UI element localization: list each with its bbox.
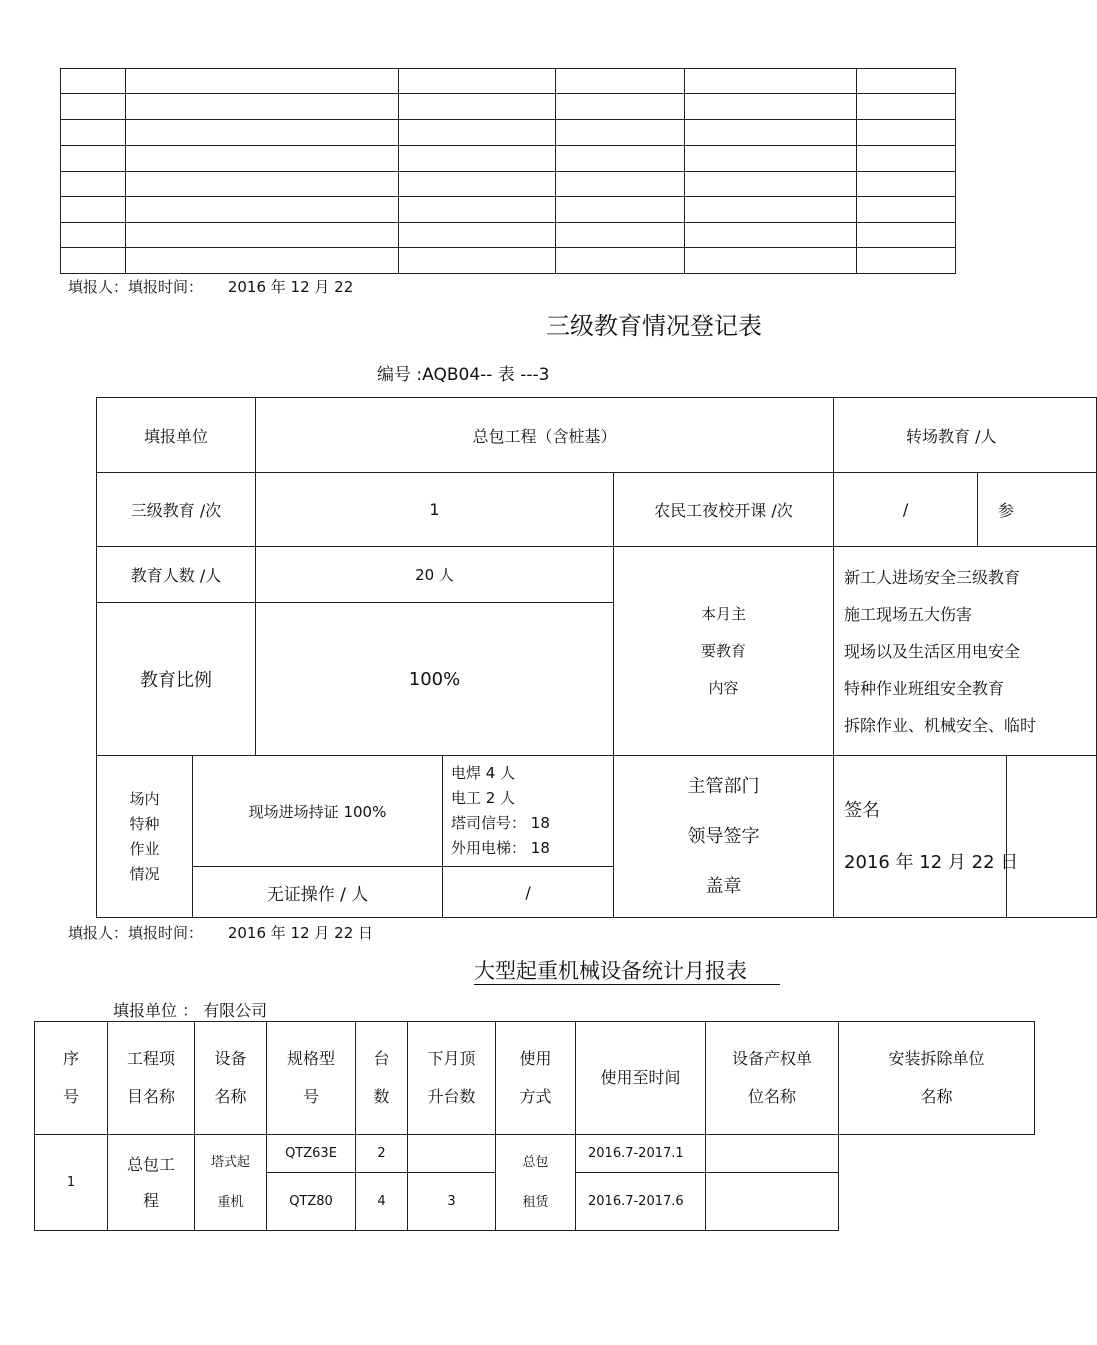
row1-model: QTZ63E bbox=[267, 1135, 356, 1173]
blank-row bbox=[61, 69, 956, 94]
fill-unit-label: 填报单位 bbox=[97, 398, 256, 473]
footer-2 bbox=[68, 922, 373, 943]
blank-cell bbox=[556, 146, 685, 172]
blank-cell bbox=[126, 172, 399, 197]
monthly-label: 本月主 要教育 内容 bbox=[614, 547, 834, 756]
footer-1 bbox=[68, 276, 353, 297]
blank-cell bbox=[126, 248, 399, 274]
night-school-label: 农民工夜校开课 /次 bbox=[614, 473, 834, 547]
blank-cell bbox=[556, 223, 685, 248]
header-cell: 工程项 目名称 bbox=[108, 1022, 195, 1135]
blank-cell bbox=[61, 146, 126, 172]
no-cert-value: / bbox=[443, 867, 614, 918]
blank-cell bbox=[556, 94, 685, 120]
blank-row bbox=[61, 197, 956, 223]
row2-owner bbox=[706, 1173, 839, 1231]
blank-cell bbox=[61, 172, 126, 197]
blank-cell bbox=[399, 94, 556, 120]
blank-cell bbox=[126, 94, 399, 120]
header-cell: 下月顶 升台数 bbox=[408, 1022, 496, 1135]
blank-cell bbox=[126, 120, 399, 146]
blank-table-top bbox=[60, 68, 956, 274]
edu-ratio-label: 教育比例 bbox=[97, 603, 256, 756]
header-cell: 安装拆除单位 名称 bbox=[839, 1022, 1035, 1135]
filler-label: 填报人： bbox=[68, 278, 129, 296]
transfer-edu-label: 转场教育 /人 bbox=[834, 398, 1097, 473]
blank-cell bbox=[556, 197, 685, 223]
blank-cell bbox=[685, 146, 857, 172]
blank-cell bbox=[556, 120, 685, 146]
row1-count: 2 bbox=[356, 1135, 408, 1173]
blank-cell bbox=[685, 248, 857, 274]
form2-table bbox=[34, 1021, 1035, 1231]
row-use-mode: 总包 租赁 bbox=[496, 1135, 576, 1231]
workers-list: 电焊 4 人 电工 2 人 塔司信号： 18 外用电梯： 18 bbox=[443, 756, 614, 867]
form1-table-wrap bbox=[96, 397, 1037, 920]
monthly-content: 新工人进场安全三级教育 施工现场五大伤害 现场以及生活区用电安全 特种作业班组安全教育 拆除作业、机械安全、临时 bbox=[834, 547, 1097, 756]
blank-cell bbox=[685, 69, 857, 94]
blank-cell bbox=[61, 94, 126, 120]
form1-code: 编号 :AQB04-- 表 ---3 bbox=[377, 365, 550, 385]
project-value: 总包工程（含桩基） bbox=[256, 398, 834, 473]
row2-next: 3 bbox=[408, 1173, 496, 1231]
sign-extra bbox=[1007, 756, 1097, 918]
row1-period: 2016.7-2017.1 bbox=[576, 1135, 706, 1173]
cert-label: 现场进场持证 100% bbox=[193, 756, 443, 867]
blank-cell bbox=[857, 197, 956, 223]
edu-count-value: 20 人 bbox=[256, 547, 614, 603]
blank-cell bbox=[857, 146, 956, 172]
dept-label: 主管部门 领导签字 盖章 bbox=[614, 756, 834, 918]
blank-cell bbox=[399, 197, 556, 223]
row-installer bbox=[839, 1135, 1035, 1231]
blank-cell bbox=[685, 172, 857, 197]
blank-row bbox=[61, 248, 956, 274]
row-equipment: 塔式起 重机 bbox=[195, 1135, 267, 1231]
edu-count-label: 教育人数 /人 bbox=[97, 547, 256, 603]
blank-cell bbox=[126, 223, 399, 248]
blank-cell bbox=[685, 223, 857, 248]
edu-ratio-value: 100% bbox=[256, 603, 614, 756]
blank-cell bbox=[556, 172, 685, 197]
blank-cell bbox=[857, 69, 956, 94]
filler-label-2: 填报人： bbox=[68, 924, 129, 942]
blank-cell bbox=[61, 223, 126, 248]
row2-count: 4 bbox=[356, 1173, 408, 1231]
no-cert-label: 无证操作 / 人 bbox=[193, 867, 443, 918]
blank-cell bbox=[399, 248, 556, 274]
row1-owner bbox=[706, 1135, 839, 1173]
blank-cell bbox=[685, 120, 857, 146]
row2-period: 2016.7-2017.6 bbox=[576, 1173, 706, 1231]
footer-date-2: 2016 年 12 月 22 日 bbox=[227, 924, 374, 942]
sign-date: 2016 年 12 月 22 日 bbox=[844, 851, 1019, 873]
time-label-2: 填报时间： bbox=[128, 924, 204, 942]
blank-cell bbox=[61, 120, 126, 146]
form2-unit: 填报单位 ： 有限公司 bbox=[113, 1001, 268, 1020]
blank-cell bbox=[399, 69, 556, 94]
form2-table-wrap bbox=[34, 1021, 985, 1230]
night-school-value: / bbox=[834, 473, 978, 547]
sign-cell bbox=[834, 756, 1019, 918]
blank-cell bbox=[61, 248, 126, 274]
row-number: 1 bbox=[35, 1135, 108, 1231]
blank-cell bbox=[399, 172, 556, 197]
footer-date: 2016 年 12 月 22 bbox=[227, 278, 354, 296]
blank-row bbox=[61, 146, 956, 172]
header-cell: 使用至时间 bbox=[576, 1022, 706, 1135]
header-cell: 设备 名称 bbox=[195, 1022, 267, 1135]
header-cell: 设备产权单 位名称 bbox=[706, 1022, 839, 1135]
blank-row bbox=[61, 172, 956, 197]
blank-cell bbox=[399, 223, 556, 248]
form2-title: 大型起重机械设备统计月报表 bbox=[474, 958, 780, 985]
blank-row bbox=[61, 94, 956, 120]
blank-cell bbox=[556, 248, 685, 274]
header-cell: 台 数 bbox=[356, 1022, 408, 1135]
blank-cell bbox=[685, 94, 857, 120]
header-cell: 序 号 bbox=[35, 1022, 108, 1135]
blank-row bbox=[61, 120, 956, 146]
time-label: 填报时间： bbox=[128, 278, 204, 296]
blank-cell bbox=[399, 120, 556, 146]
blank-cell bbox=[857, 223, 956, 248]
blank-cell bbox=[556, 69, 685, 94]
blank-cell bbox=[685, 197, 857, 223]
form1-title: 三级教育情况登记表 bbox=[546, 312, 762, 340]
blank-cell bbox=[857, 94, 956, 120]
blank-cell bbox=[126, 146, 399, 172]
three-level-label: 三级教育 /次 bbox=[97, 473, 256, 547]
blank-cell bbox=[126, 69, 399, 94]
form1-table bbox=[96, 397, 1097, 918]
header-cell: 使用 方式 bbox=[496, 1022, 576, 1135]
blank-cell bbox=[399, 146, 556, 172]
blank-cell bbox=[857, 120, 956, 146]
blank-cell bbox=[61, 69, 126, 94]
row1-next bbox=[408, 1135, 496, 1173]
blank-cell bbox=[61, 197, 126, 223]
row2-model: QTZ80 bbox=[267, 1173, 356, 1231]
header-cell: 规格型 号 bbox=[267, 1022, 356, 1135]
blank-cell bbox=[857, 172, 956, 197]
row-project: 总包工 程 bbox=[108, 1135, 195, 1231]
blank-cell bbox=[126, 197, 399, 223]
three-level-value: 1 bbox=[256, 473, 614, 547]
cut-label: 参 bbox=[978, 473, 1097, 547]
blank-row bbox=[61, 223, 956, 248]
special-label: 场内 特种 作业 情况 bbox=[97, 756, 193, 918]
sign-label: 签名 bbox=[844, 799, 881, 821]
blank-cell bbox=[857, 248, 956, 274]
